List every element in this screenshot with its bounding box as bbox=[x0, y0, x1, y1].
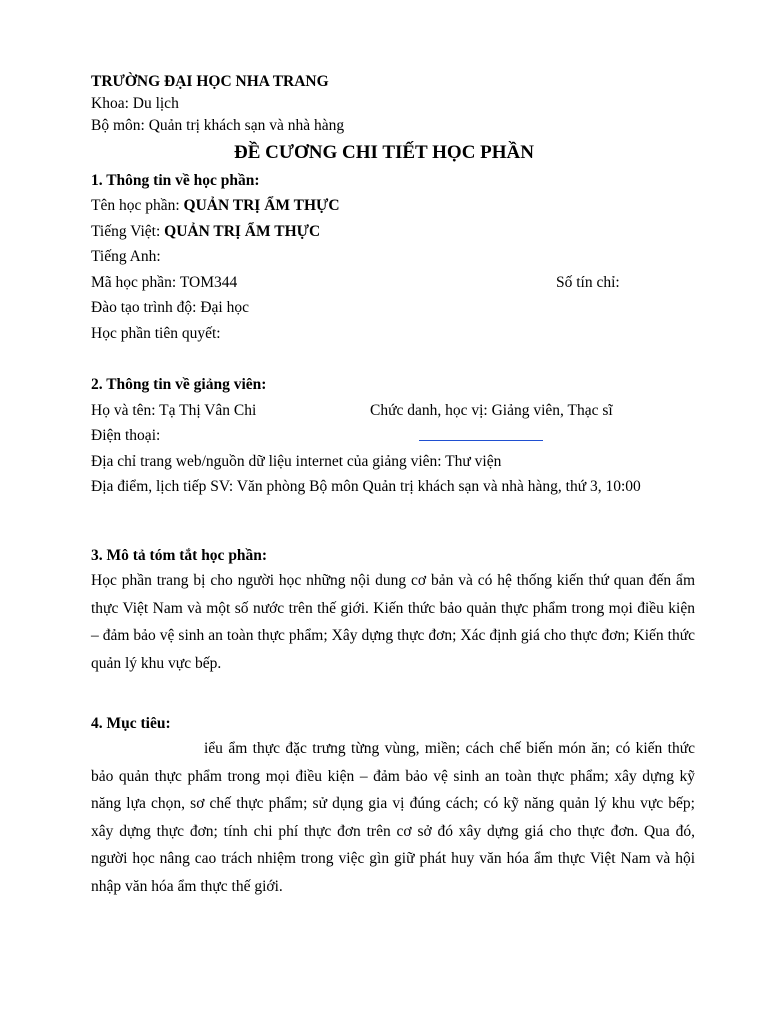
section4-heading: 4. Mục tiêu: bbox=[91, 715, 171, 732]
prerequisite-line: Học phần tiên quyết: bbox=[91, 325, 221, 342]
university-name: TRƯỜNG ĐẠI HỌC NHA TRANG bbox=[91, 73, 329, 90]
section4-text: iểu ẩm thực đặc trưng từng vùng, miền; cách chế biến món ăn; có kiến thức bảo quản thực phẩm trong mọi điều kiện – đảm bảo vệ sinh an toàn thực phẩm; xây dựng kỹ năng lựa chọn, sơ chế thực phẩm; sử dụng gia vị đúng cách; có kỹ năng quản lý khu vực bếp; xây dựng thực đơn; tính chi phí thực đơn trên cơ sở đó xây dựng giá cho thực đơn. Qua đó, người học nâng cao trách nhiệm trong việc gìn giữ phát huy văn hóa ẩm thực Việt Nam và hội nhập văn hóa ẩm thực thế giới. bbox=[91, 740, 695, 895]
credits-line: Số tín chỉ: bbox=[556, 274, 620, 291]
faculty-line: Khoa: Du lịch bbox=[91, 95, 179, 112]
office-hours-line: Địa điểm, lịch tiếp SV: Văn phòng Bộ môn Quản trị khách sạn và nhà hàng, thứ 3, 10:00 bbox=[91, 478, 641, 495]
web-source-line: Địa chỉ trang web/nguồn dữ liệu internet của giảng viên: Thư viện bbox=[91, 453, 502, 470]
english-name-line: Tiếng Anh: bbox=[91, 248, 161, 265]
training-level-line: Đào tạo trình độ: Đại học bbox=[91, 299, 249, 316]
lecturer-title-line: Chức danh, học vị: Giảng viên, Thạc sĩ bbox=[370, 402, 613, 419]
vietnamese-name-line bbox=[91, 222, 320, 242]
email-link-underline[interactable] bbox=[419, 440, 543, 441]
course-name-value: QUẢN TRỊ ẨM THỰC bbox=[183, 197, 340, 214]
course-name-line bbox=[91, 196, 340, 216]
document-title: ĐỀ CƯƠNG CHI TIẾT HỌC PHẦN bbox=[234, 142, 534, 163]
section1-heading: 1. Thông tin về học phần: bbox=[91, 172, 260, 189]
course-name-label: Tên học phần: bbox=[91, 197, 184, 214]
course-code-line: Mã học phần: TOM344 bbox=[91, 274, 238, 291]
lecturer-name-line: Họ và tên: Tạ Thị Vân Chi bbox=[91, 402, 257, 419]
department-line: Bộ môn: Quản trị khách sạn và nhà hàng bbox=[91, 117, 345, 134]
vietnamese-label: Tiếng Việt: bbox=[91, 223, 165, 240]
section4-body bbox=[91, 735, 695, 900]
vietnamese-value: QUẢN TRỊ ẨM THỰC bbox=[164, 223, 321, 240]
section3-body: Học phần trang bị cho người học những nội dung cơ bản và có hệ thống kiến thứ quan đến ẩm thực Việt Nam và một số nước trên thế giới. Kiến thức bảo quản thực phẩm trong mọi điều kiện – đảm bảo vệ sinh an toàn thực phẩm; Xây dựng thực đơn; Xác định giá cho thực đơn; Kiến thức quản lý khu vực bếp. bbox=[91, 572, 695, 672]
phone-line: Điện thoại: bbox=[91, 427, 161, 444]
section2-heading: 2. Thông tin về giảng viên: bbox=[91, 376, 267, 393]
section3-heading: 3. Mô tả tóm tắt học phần: bbox=[91, 547, 268, 564]
